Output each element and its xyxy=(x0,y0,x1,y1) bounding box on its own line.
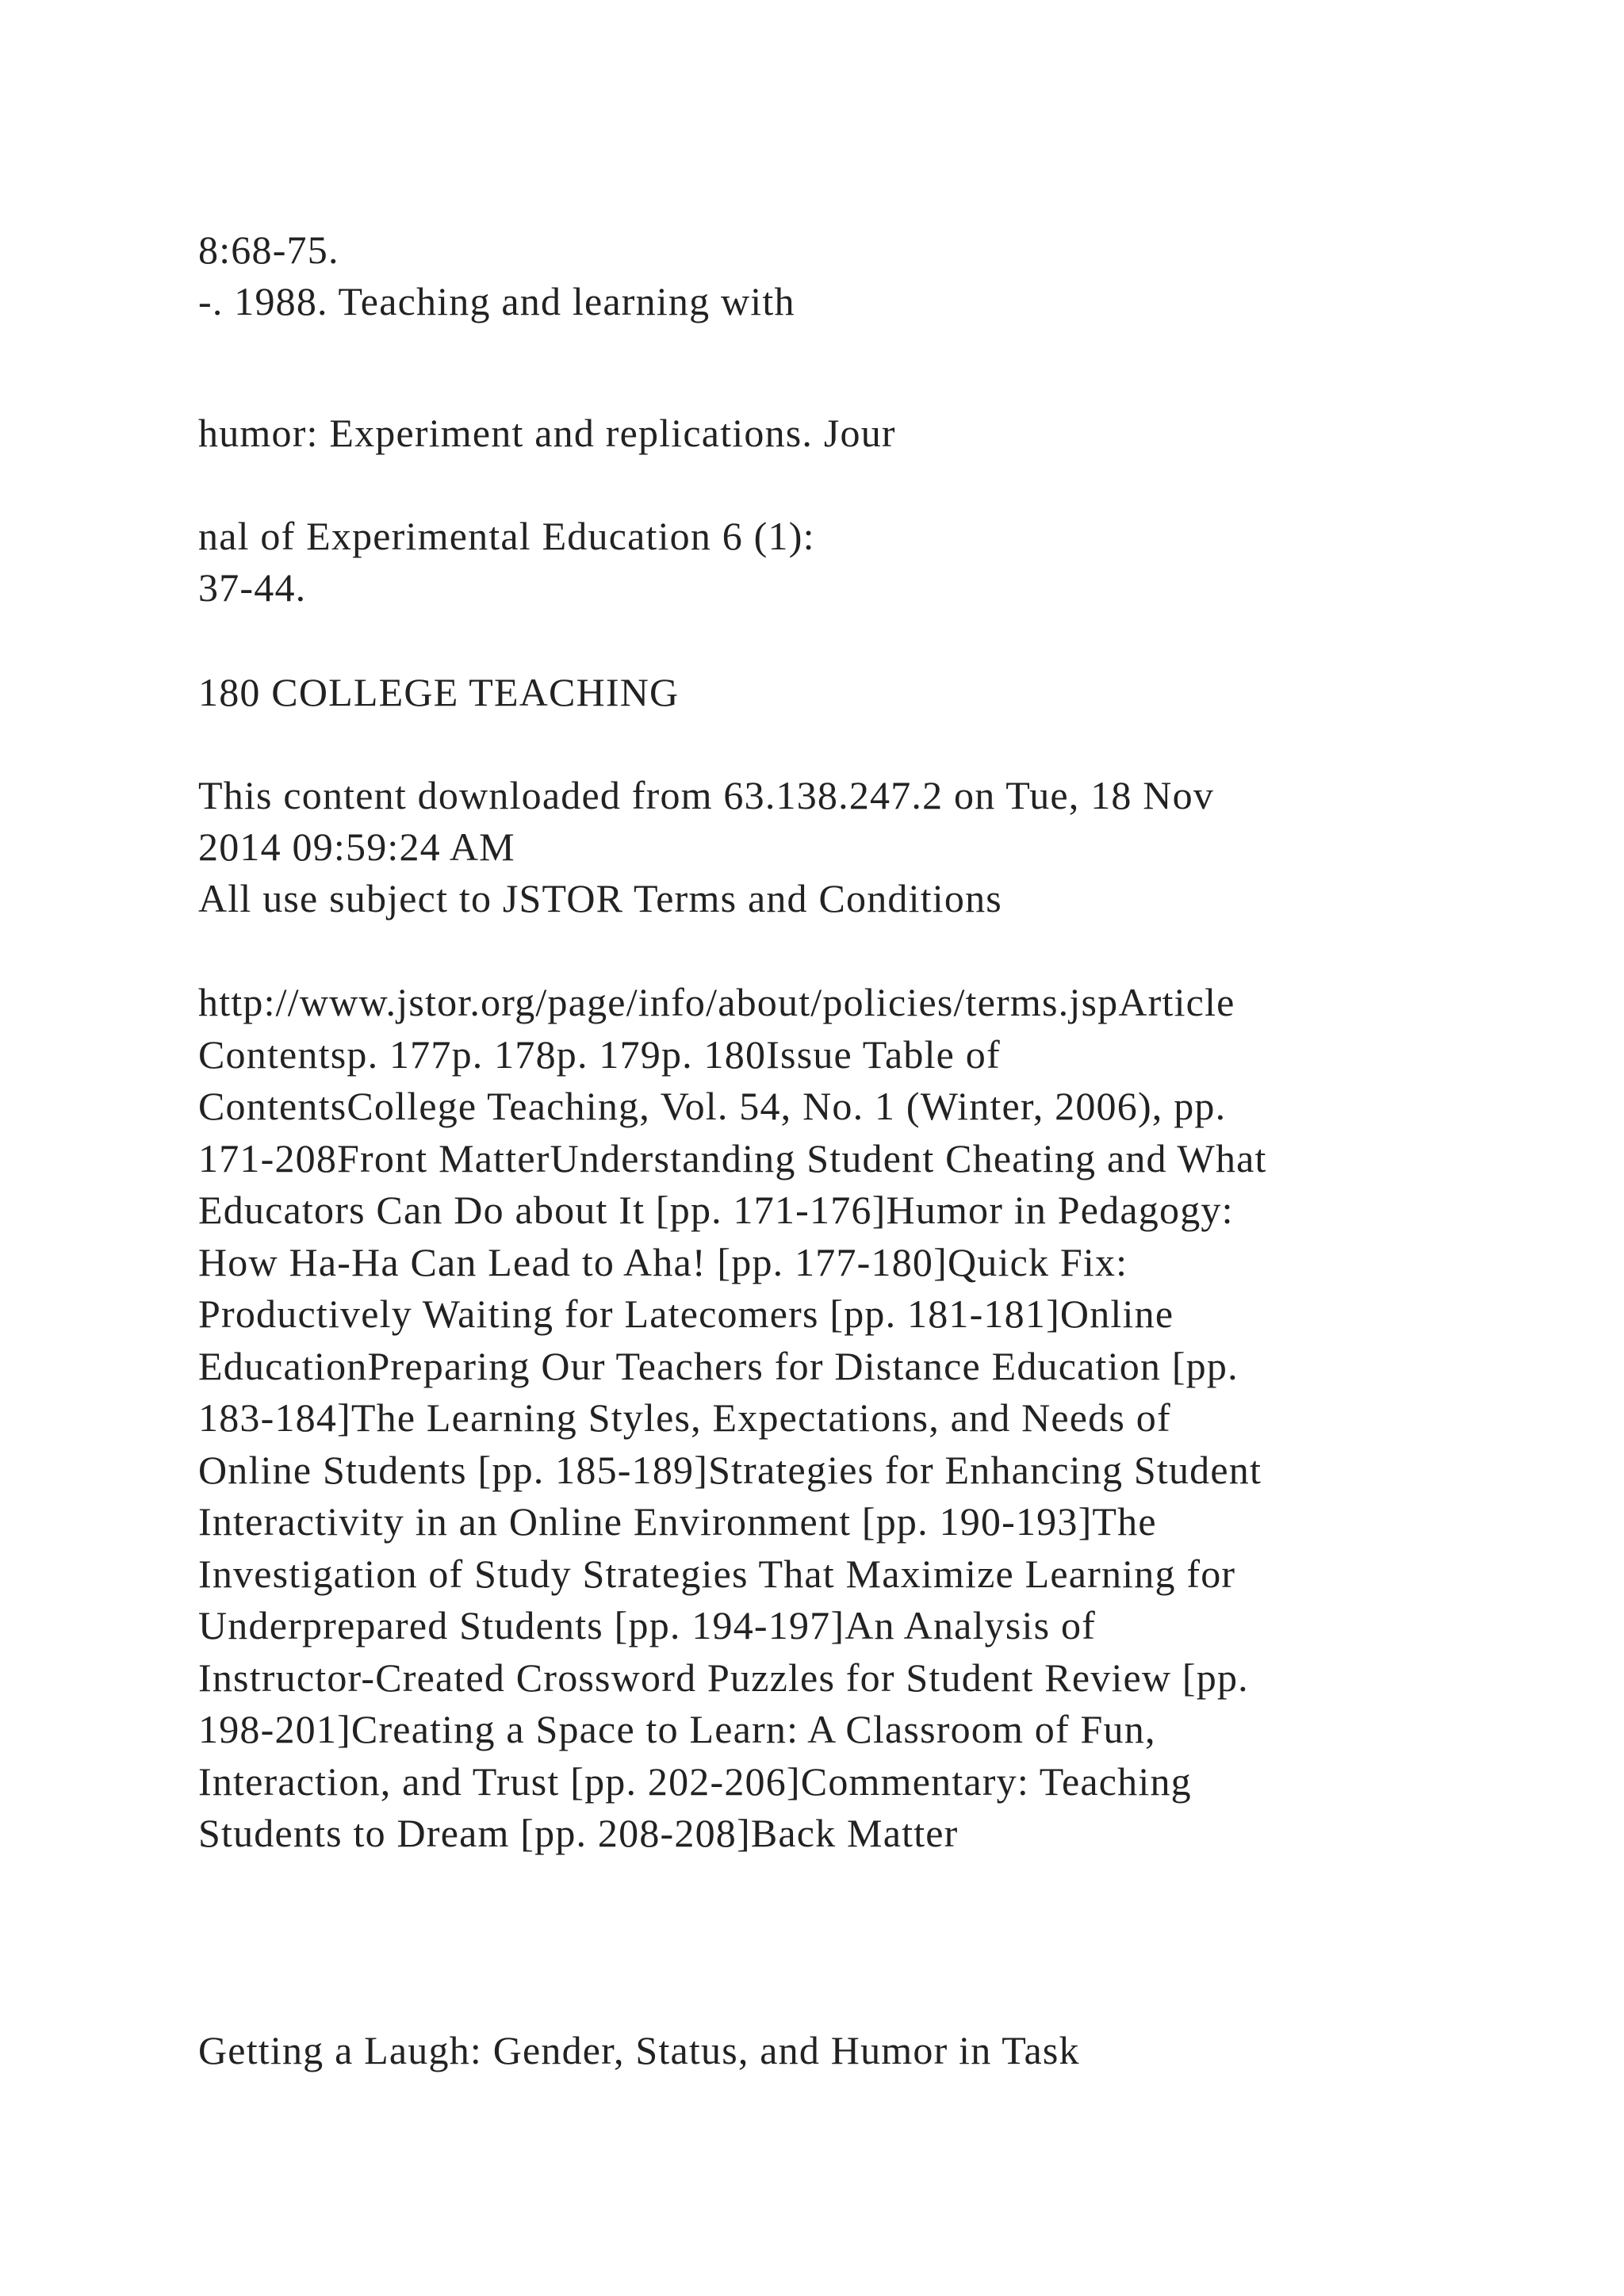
jstor-terms-link[interactable]: http://www.jstor.org/page/info/about/policies/terms.jspArticle xyxy=(198,980,1235,1024)
toc-line: Online Students [pp. 185-189]Strategies for Enhancing Student xyxy=(198,1447,1262,1492)
next-article-heading: Getting a Laugh: Gender, Status, and Humor in Task xyxy=(198,2028,1080,2072)
reference-line-1: 8:68-75. xyxy=(198,228,339,272)
download-notice-line-1: This content downloaded from 63.138.247.2 on Tue, 18 Nov xyxy=(198,773,1215,817)
reference-line-4: nal of Experimental Education 6 (1): xyxy=(198,514,815,558)
toc-line: Contentsp. 177p. 178p. 179p. 180Issue Table of xyxy=(198,1031,1001,1077)
toc-line: Productively Waiting for Latecomers [pp. 181-181]Online xyxy=(198,1292,1174,1336)
download-notice-line-3: All use subject to JSTOR Terms and Conditions xyxy=(198,876,1002,920)
toc-line: Investigation of Study Strategies That Maximize Learning for xyxy=(198,1551,1236,1596)
running-footer: 180 COLLEGE TEACHING xyxy=(198,670,680,714)
toc-line: Interactivity in an Online Environment [pp. 190-193]The xyxy=(198,1499,1157,1544)
toc-line: 171-208Front MatterUnderstanding Student Cheating and What xyxy=(198,1135,1267,1181)
toc-line: EducationPreparing Our Teachers for Distance Education [pp. xyxy=(198,1343,1239,1388)
toc-line: 183-184]The Learning Styles, Expectations, and Needs of xyxy=(198,1395,1171,1440)
reference-line-2: -. 1988. Teaching and learning with xyxy=(198,279,795,323)
toc-line: 198-201]Creating a Space to Learn: A Classroom of Fun, xyxy=(198,1707,1156,1751)
reference-line-3: humor: Experiment and replications. Jour xyxy=(198,411,896,455)
toc-line: Interaction, and Trust [pp. 202-206]Commentary: Teaching xyxy=(198,1758,1192,1804)
toc-line: ContentsCollege Teaching, Vol. 54, No. 1 (Winter, 2006), pp. xyxy=(198,1084,1227,1128)
table-of-contents-block xyxy=(198,977,1499,1860)
download-notice-line-2: 2014 09:59:24 AM xyxy=(198,825,515,869)
reference-line-5: 37-44. xyxy=(198,565,307,610)
toc-line: Students to Dream [pp. 208-208]Back Matter xyxy=(198,1811,959,1855)
toc-line: Instructor-Created Crossword Puzzles for Student Review [pp. xyxy=(198,1655,1249,1700)
toc-line: How Ha-Ha Can Lead to Aha! [pp. 177-180]Quick Fix: xyxy=(198,1239,1128,1284)
toc-line: Educators Can Do about It [pp. 171-176]Humor in Pedagogy: xyxy=(198,1188,1234,1232)
toc-line: Underprepared Students [pp. 194-197]An Analysis of xyxy=(198,1603,1097,1647)
